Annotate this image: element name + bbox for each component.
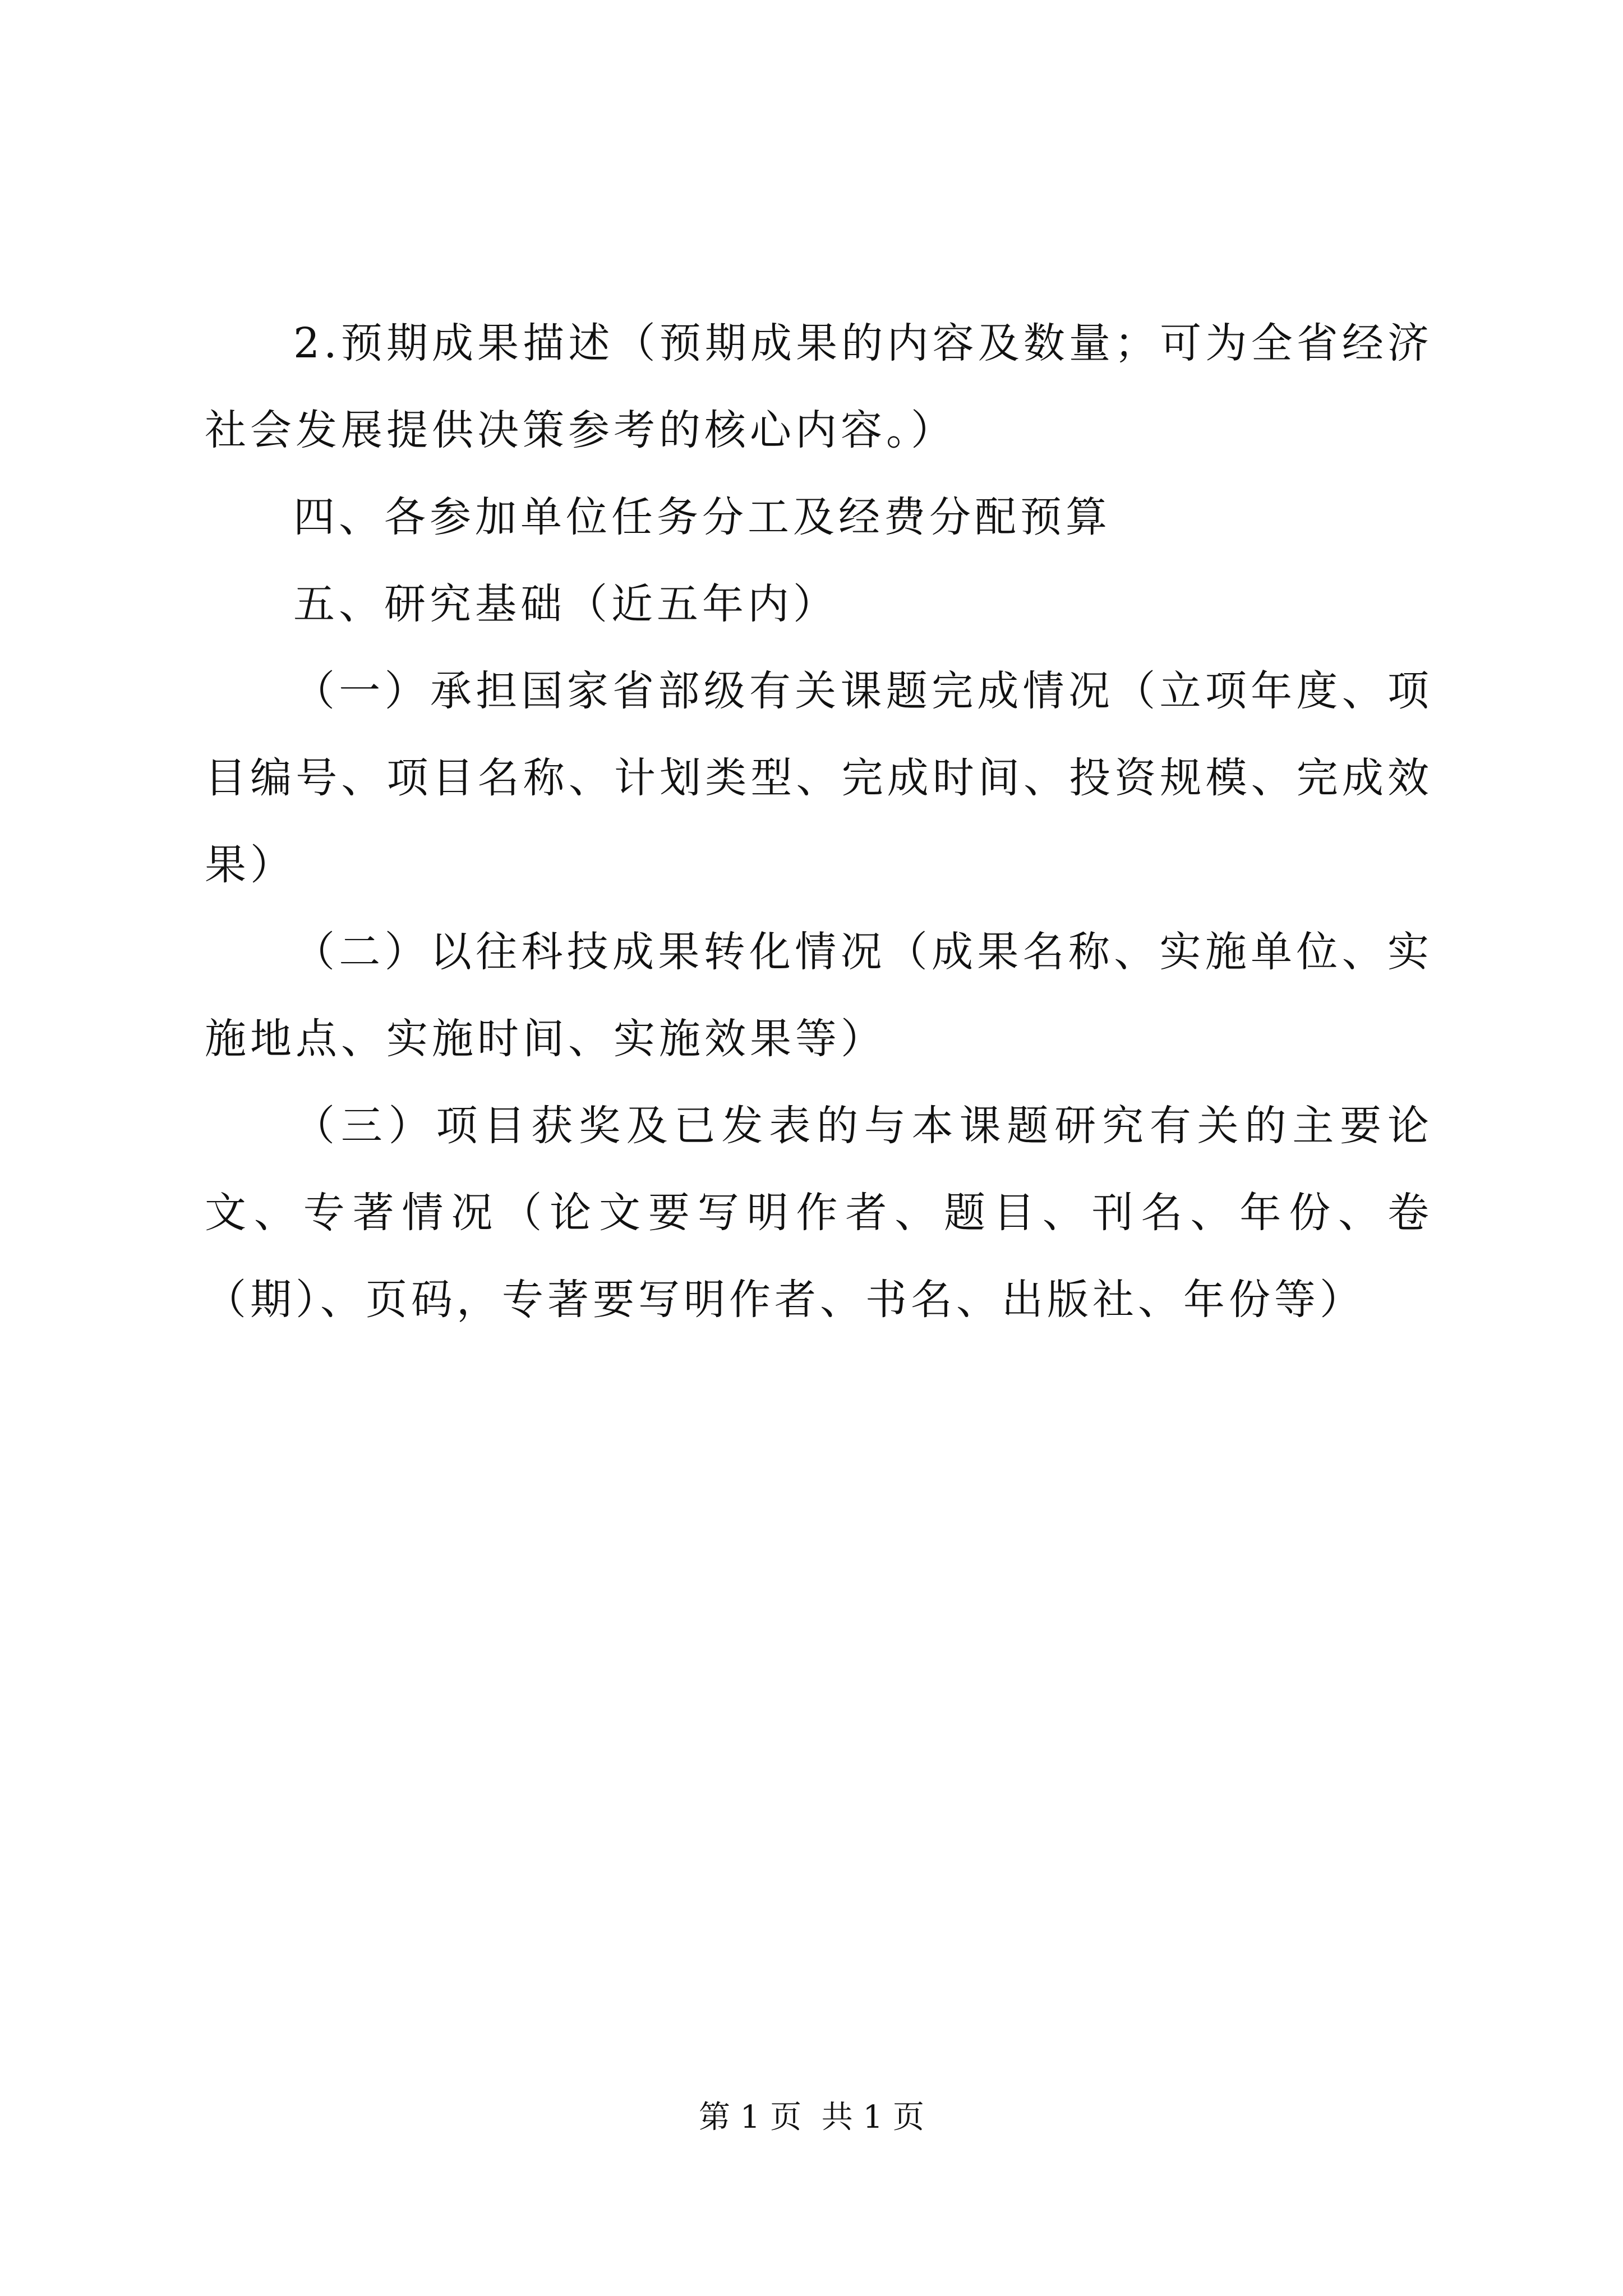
paragraph-item-two: （二）以往科技成果转化情况（成果名称、实施单位、实施地点、实施时间、实施效果等） xyxy=(205,928,1433,1063)
paragraph-expected-results: 2.预期成果描述（预期成果的内容及数量；可为全省经济社会发展提供决策参考的核心内容。） xyxy=(205,319,1433,454)
paragraph-item-one: （一）承担国家省部级有关课题完成情况（立项年度、项目编号、项目名称、计划类型、完成时间、投资规模、完成效果） xyxy=(205,667,1433,889)
page-number: 第 1 页 共 1 页 xyxy=(698,2099,925,2136)
page-footer xyxy=(0,2095,1623,2140)
document-body xyxy=(205,300,1433,1343)
paragraph-section-four: 四、各参加单位任务分工及经费分配预算 xyxy=(293,493,1111,541)
paragraph-section-five: 五、研究基础（近五年内） xyxy=(293,580,838,628)
paragraph-item-three: （三）项目获奖及已发表的与本课题研究有关的主要论文、专著情况（论文要写明作者、题目、刊名、年份、卷（期）、页码，专著要写明作者、书名、出版社、年份等） xyxy=(205,1102,1433,1324)
